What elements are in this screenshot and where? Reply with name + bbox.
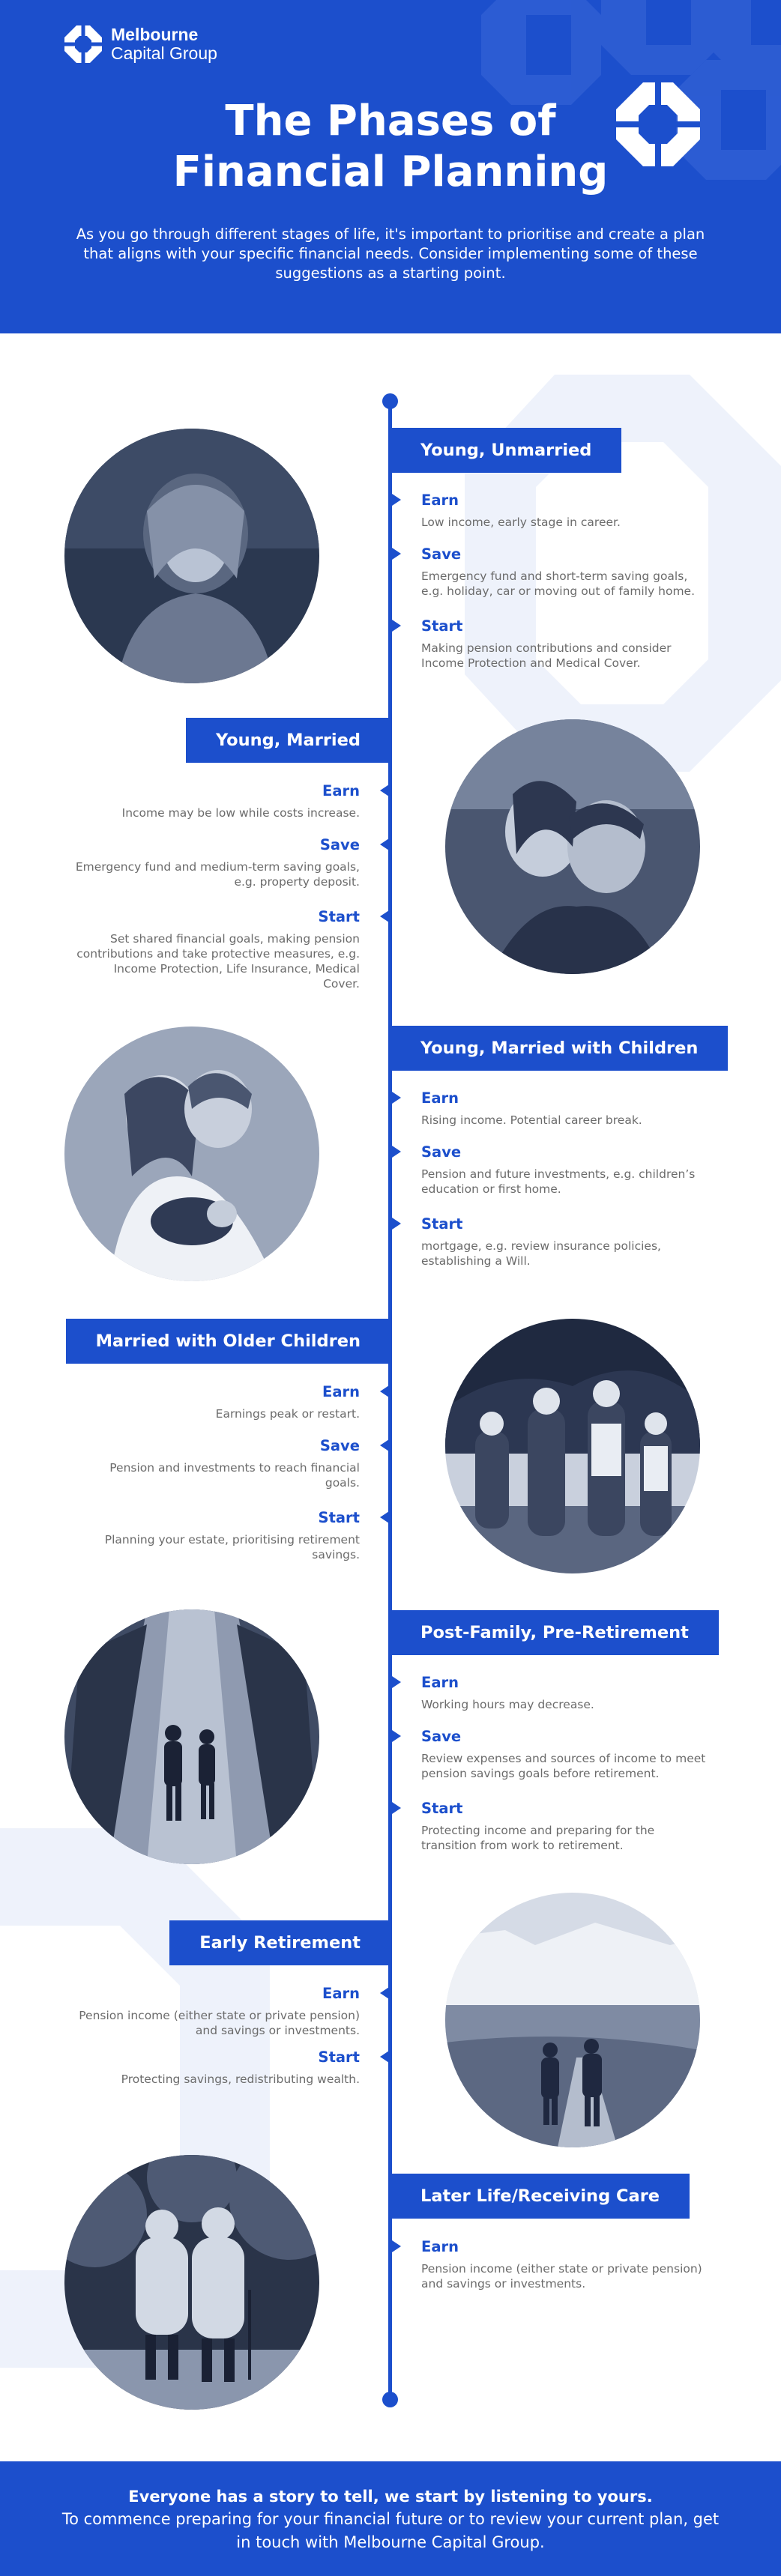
- timeline-marker: [392, 548, 401, 560]
- item-heading: Earn: [421, 2238, 459, 2255]
- timeline-start-dot: [382, 393, 398, 409]
- family-children-photo: [445, 1319, 700, 1573]
- footer-cta-text: To commence preparing for your financial future or to review your current plan, get in touch with Melbourne Capital Group.: [61, 2510, 720, 2551]
- footer-banner: [0, 2461, 781, 2576]
- item-description: Protecting income and preparing for the transition from work to retirement.: [421, 1824, 655, 1852]
- timeline-marker: [392, 620, 401, 632]
- item-heading: Save: [319, 1437, 360, 1454]
- title-line1: The Phases of: [225, 97, 556, 145]
- timeline-marker: [392, 1092, 401, 1104]
- footer-tagline: Everyone has a story to tell, we start by listening to yours.: [128, 2488, 653, 2506]
- timeline-marker: [392, 494, 401, 506]
- item-description: Making pension contributions and consider Income Protection and Medical Cover.: [421, 641, 672, 670]
- timeline-line: [388, 399, 392, 2400]
- stage-label-young-unmarried: Young, Unmarried: [390, 428, 621, 473]
- family-baby-photo: [64, 1027, 319, 1281]
- stage-2-start: [75, 908, 360, 991]
- item-description: Rising income. Potential career break.: [421, 1113, 642, 1127]
- stage-5-earn: [421, 1674, 706, 1712]
- timeline-marker: [392, 1802, 401, 1814]
- stage-1-save: [421, 545, 706, 599]
- item-heading: Save: [421, 545, 462, 563]
- stage-2-earn: [75, 782, 360, 820]
- item-description: Protecting savings, redistributing wealth.: [121, 2072, 360, 2086]
- header-banner: [0, 0, 781, 333]
- item-description: mortgage, e.g. review insurance policies, establishing a Will.: [421, 1239, 661, 1268]
- item-heading: Earn: [322, 1383, 360, 1400]
- stage-4-start: [75, 1509, 360, 1562]
- intro-text: As you go through different stages of life, it's important to prioritise and create a plan that aligns with your specific financial needs. Consider implementing some of these suggestions as a starting point.: [76, 226, 705, 282]
- item-description: Emergency fund and short-term saving goals, e.g. holiday, car or moving out of family home.: [421, 569, 696, 598]
- item-heading: Earn: [322, 1985, 360, 2002]
- timeline-marker: [380, 2051, 389, 2063]
- stage-4-earn: [75, 1383, 360, 1421]
- stage-6-start: [75, 2049, 360, 2087]
- stage-3-save: [421, 1143, 706, 1197]
- timeline-marker: [392, 2240, 401, 2252]
- timeline-marker: [380, 1439, 389, 1451]
- couple-walking-photo: [64, 1609, 319, 1864]
- brand-name-line1: Melbourne: [111, 25, 199, 44]
- timeline-marker: [392, 1218, 401, 1230]
- stage-3-earn: [421, 1089, 706, 1128]
- stage-label-young-married: Young, Married: [186, 718, 390, 763]
- brand-name: [111, 25, 217, 63]
- item-description: Pension income (either state or private pension) and savings or investments.: [421, 2262, 702, 2291]
- stage-3-start: [421, 1215, 706, 1269]
- timeline-marker: [380, 1511, 389, 1523]
- item-heading: Earn: [421, 492, 459, 509]
- timeline-marker: [392, 1676, 401, 1688]
- couple-photo: [445, 719, 700, 974]
- item-description: Pension and future investments, e.g. children’s education or first home.: [421, 1167, 696, 1196]
- item-heading: Start: [421, 617, 463, 635]
- timeline-marker: [392, 1730, 401, 1742]
- item-heading: Save: [319, 836, 360, 853]
- item-heading: Start: [421, 1800, 463, 1817]
- item-heading: Start: [421, 1215, 463, 1233]
- timeline-marker: [380, 910, 389, 922]
- stage-1-earn: [421, 492, 706, 530]
- item-description: Earnings peak or restart.: [215, 1407, 360, 1421]
- item-description: Pension income (either state or private pension) and savings or investments.: [79, 2009, 360, 2037]
- item-description: Low income, early stage in career.: [421, 515, 621, 529]
- item-heading: Save: [421, 1728, 462, 1745]
- item-description: Set shared financial goals, making pension contributions and take protective measures, e.g. Income Protection, Life Insurance, Medical Cover.: [76, 932, 360, 991]
- stage-5-save: [421, 1728, 706, 1781]
- stage-5-start: [421, 1800, 706, 1853]
- stage-7-earn: [421, 2238, 706, 2291]
- item-heading: Earn: [421, 1089, 459, 1107]
- stage-label-pre-retirement: Post-Family, Pre-Retirement: [390, 1610, 719, 1655]
- logo-icon: [64, 25, 102, 63]
- item-heading: Start: [318, 2049, 360, 2066]
- title-line2: Financial Planning: [172, 148, 609, 196]
- stage-label-later-life: Later Life/Receiving Care: [390, 2174, 690, 2219]
- item-description: Emergency fund and medium-term saving goals, e.g. property deposit.: [75, 860, 360, 889]
- item-heading: Start: [318, 1509, 360, 1526]
- timeline-marker: [380, 838, 389, 850]
- stage-label-older-children: Married with Older Children: [66, 1319, 390, 1364]
- stage-2-save: [75, 836, 360, 889]
- timeline-marker: [380, 784, 389, 796]
- item-description: Working hours may decrease.: [421, 1698, 594, 1711]
- stage-4-save: [75, 1437, 360, 1490]
- brand-name-line2: Capital Group: [111, 43, 217, 63]
- stage-1-start: [421, 617, 706, 671]
- item-description: Pension and investments to reach financial goals.: [109, 1461, 360, 1490]
- item-description: Review expenses and sources of income to meet pension savings goals before retirement.: [421, 1752, 706, 1780]
- item-description: Income may be low while costs increase.: [121, 806, 360, 820]
- item-heading: Start: [318, 908, 360, 925]
- timeline-marker: [380, 1987, 389, 1999]
- timeline-end-dot: [382, 2392, 398, 2407]
- item-description: Planning your estate, prioritising retirement savings.: [104, 1533, 360, 1561]
- page-title: [0, 96, 781, 198]
- stage-label-married-with-children: Young, Married with Children: [390, 1026, 728, 1071]
- stage-label-early-retirement: Early Retirement: [169, 1920, 390, 1965]
- item-heading: Save: [421, 1143, 462, 1161]
- item-heading: Earn: [322, 782, 360, 799]
- elderly-couple-photo: [64, 2155, 319, 2410]
- timeline-marker: [380, 1385, 389, 1397]
- item-heading: Earn: [421, 1674, 459, 1691]
- young-woman-photo: [64, 429, 319, 683]
- stage-6-earn: [75, 1985, 360, 2038]
- retired-couple-hiking-photo: [445, 1893, 700, 2147]
- timeline-marker: [392, 1146, 401, 1158]
